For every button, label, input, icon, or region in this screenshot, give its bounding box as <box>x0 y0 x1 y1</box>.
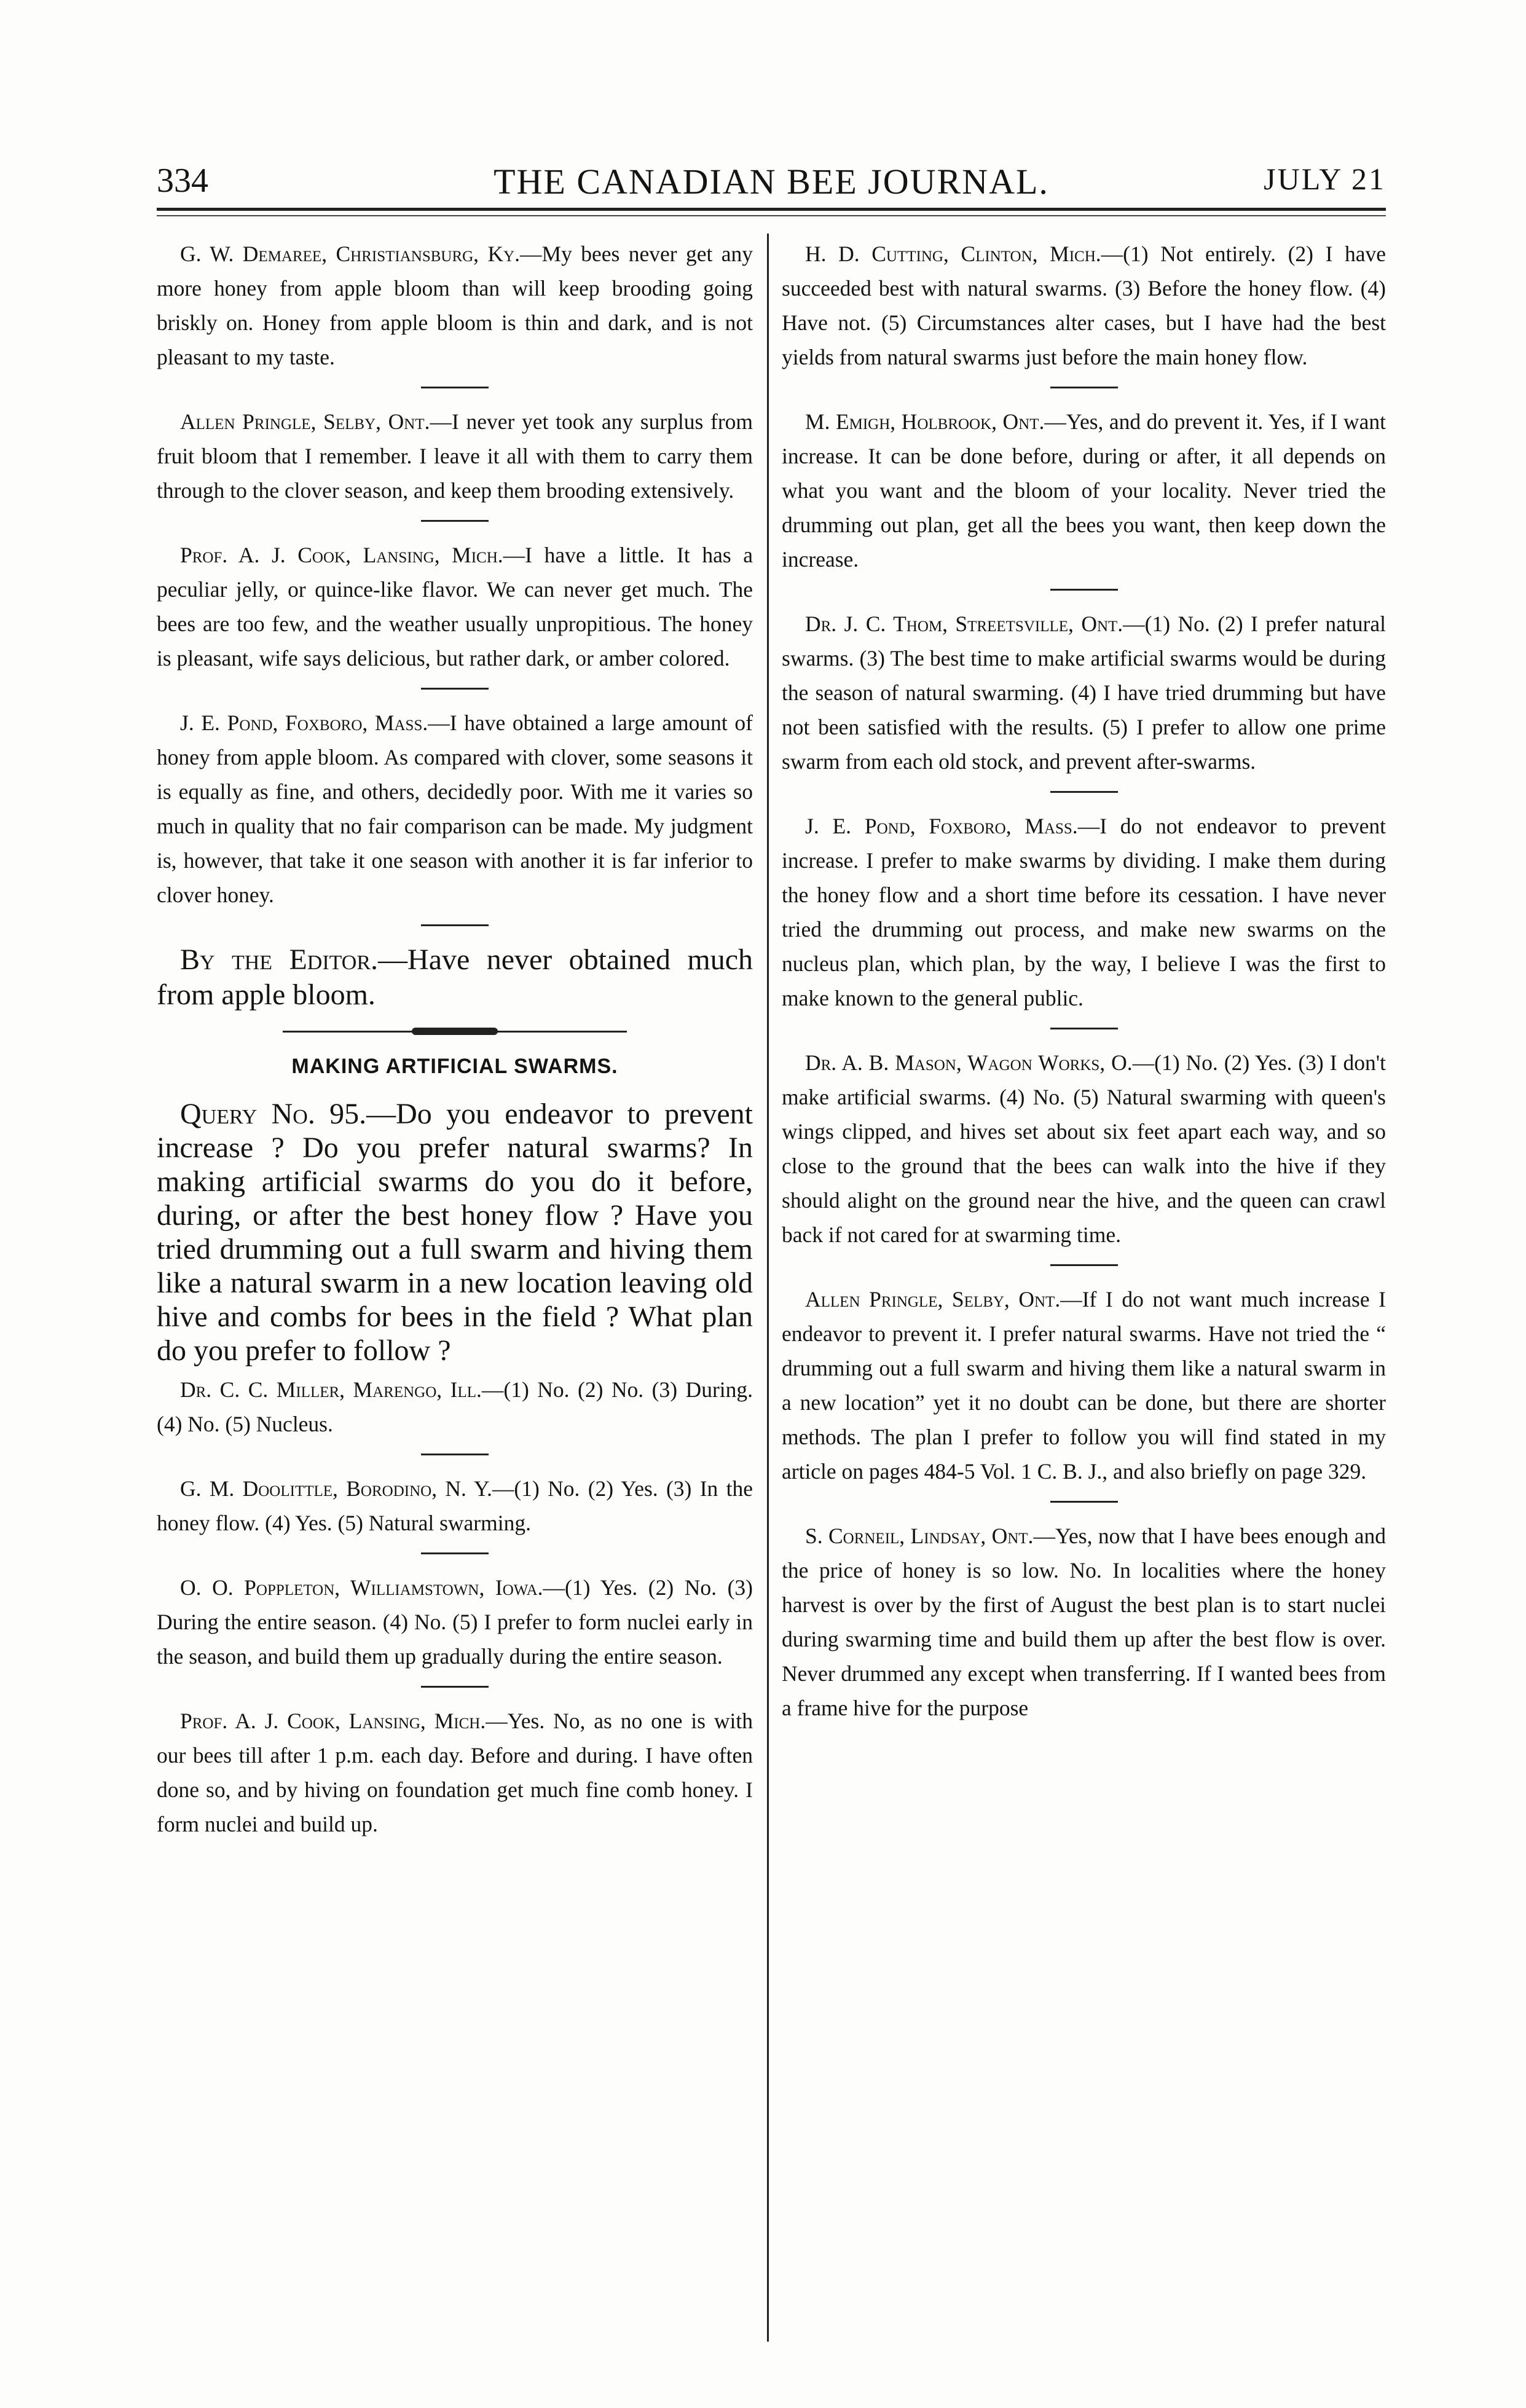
separator <box>1050 589 1118 591</box>
editor-label: By the Editor. <box>180 943 379 976</box>
entry-pringle <box>157 404 753 508</box>
separator <box>1050 1501 1118 1503</box>
response-text: —I never yet took any surplus from fruit bloom that I remember. I leave it all with them to carry them through to the clover season, and keep them brooding extensively. <box>157 409 753 503</box>
respondent-name: G. M. Doolittle, Borodino, N. Y. <box>180 1476 492 1501</box>
left-column <box>157 237 753 1841</box>
entry-pond <box>157 706 753 912</box>
separator <box>421 688 489 690</box>
respondent-name: Dr. A. B. Mason, Wagon Works, O. <box>805 1050 1133 1075</box>
respondent-name: Dr. C. C. Miller, Marengo, Ill. <box>180 1377 482 1402</box>
issue-date: JULY 21 <box>1264 162 1386 196</box>
page-header <box>157 161 1386 204</box>
response-text: —(1) No. (2) No. (3) During. (4) No. (5) Nucleus. <box>157 1377 753 1436</box>
response-text: —Yes. No, as no one is with our bees till after 1 p.m. each day. Before and during. I have often done so, and by hiving on foundation get much fine comb honey. I form nuclei and build up. <box>157 1709 753 1836</box>
entry-thom <box>782 607 1386 779</box>
right-column <box>782 237 1386 1725</box>
respondent-name: J. E. Pond, Foxboro, Mass. <box>180 710 428 735</box>
respondent-name: O. O. Poppleton, Williamstown, Iowa. <box>180 1575 543 1600</box>
separator <box>421 924 489 926</box>
entry-corneil <box>782 1519 1386 1725</box>
response-text: —(1) Not entirely. (2) I have succeeded best with natural swarms. (3) Before the honey flow. (4) Have not. (5) Circumstances alter cases, but I have had the best yields from natural swarms just before the main honey flow. <box>782 242 1386 369</box>
entry-miller <box>157 1372 753 1441</box>
section-heading: MAKING ARTIFICIAL SWARMS. <box>291 1055 618 1078</box>
entry-cutting <box>782 237 1386 374</box>
entry-cook-2 <box>157 1704 753 1841</box>
editor-note <box>157 942 753 1012</box>
separator <box>421 1686 489 1688</box>
response-text: —I have obtained a large amount of honey from apple bloom. As compared with clover, some seasons it is equally as fine, and others, decidedly poor. With me it varies so much in quality that no fair comparison can be made. My judgment is, however, that take it one season with another it is far inferior to clover honey. <box>157 710 753 907</box>
query-text <box>157 1097 753 1367</box>
response-text: —Yes, now that I have bees enough and the price of honey is so low. No. In localities where the honey harvest is over by the first of August the best plan is to start nuclei during swarming time and build them up after the best flow is over. Never drummed any except when transferring. If I wanted bees from a frame hive for the purpose <box>782 1524 1386 1720</box>
header-rule-thin <box>157 215 1386 216</box>
respondent-name: M. Emigh, Holbrook, Ont. <box>805 409 1045 434</box>
separator <box>421 1454 489 1455</box>
response-text: —(1) Yes. (2) No. (3) During the entire season. (4) No. (5) I prefer to form nuclei early in the season, and build them up gradually during the entire season. <box>157 1575 753 1669</box>
separator <box>421 520 489 522</box>
response-text: —(1) No. (2) Yes. (3) I don't make artificial swarms. (4) No. (5) Natural swarming with queen's wings clipped, and hives set about six feet apart each way, and so close to the ground that the bees can walk into the hive if they should alight on the ground near the hive, and the queen can crawl back if not cared for at swarming time. <box>782 1050 1386 1247</box>
entry-pringle-2 <box>782 1282 1386 1489</box>
response-text: —My bees never get any more honey from apple bloom than will keep brooding going briskly on. Honey from apple bloom is thin and dark, and is not pleasant to my taste. <box>157 242 753 369</box>
separator <box>1050 1028 1118 1029</box>
response-text: —I do not endeavor to prevent increase. I prefer to make swarms by dividing. I make them during the honey flow and a short time before its cessation. I have never tried the drumming out process, and make new swarms on the nucleus plan, which plan, by the way, I believe I was the first to make known to the general public. <box>782 814 1386 1010</box>
query-body: —Do you endeavor to prevent increase ? Do you prefer natural swarms? In making artificial swarms do you do it before, during, or after the best honey flow ? Have you tried drumming out a full swarm and hiving them like a natural swarm in a new location leaving old hive and combs for bees in the field ? What plan do you prefer to follow ? <box>157 1098 753 1367</box>
page-number: 334 <box>157 162 208 200</box>
editor-text: —Have never obtained much from apple bloom. <box>157 943 753 1011</box>
response-text: —(1) No. (2) Yes. (3) In the honey flow. (4) Yes. (5) Natural swarming. <box>157 1476 753 1535</box>
query-label: Query No. 95. <box>180 1098 367 1130</box>
respondent-name: S. Corneil, Lindsay, Ont. <box>805 1524 1034 1548</box>
respondent-name: G. W. Demaree, Christiansburg, Ky. <box>180 242 521 266</box>
entry-pond-2 <box>782 809 1386 1015</box>
entry-emigh <box>782 404 1386 576</box>
separator <box>1050 791 1118 793</box>
entry-cook <box>157 538 753 675</box>
respondent-name: H. D. Cutting, Clinton, Mich. <box>805 242 1101 266</box>
column-divider <box>767 234 769 2342</box>
response-text: —(1) No. (2) I prefer natural swarms. (3) The best time to make artificial swarms would be during the season of natural swarming. (4) I have tried drumming but have not been satisfied with the results. (5) I prefer to allow one prime swarm from each old stock, and prevent after-swarms. <box>782 612 1386 774</box>
respondent-name: Dr. J. C. Thom, Streetsville, Ont. <box>805 612 1123 636</box>
respondent-name: Prof. A. J. Cook, Lansing, Mich. <box>180 543 503 567</box>
separator <box>1050 387 1118 388</box>
separator <box>421 1552 489 1554</box>
entry-poppleton <box>157 1570 753 1674</box>
respondent-name: Prof. A. J. Cook, Lansing, Mich. <box>180 1709 486 1733</box>
entry-demaree <box>157 237 753 374</box>
entry-doolittle <box>157 1471 753 1540</box>
journal-title: THE CANADIAN BEE JOURNAL. <box>494 162 1049 202</box>
response-text: —I have a little. It has a peculiar jelly, or quince-like flavor. We can never get much. The bees are too few, and the weather usually unpropitious. The honey is pleasant, wife says delicious, but rather dark, or amber colored. <box>157 543 753 671</box>
response-text: —If I do not want much increase I endeavor to prevent it. I prefer natural swarms. Have not tried the “ drumming out a full swarm and hiving them like a natural swarm in a new location” yet it no doubt can be done, but there are shorter methods. The plan I prefer to follow you will find stated in my article on pages 484-5 Vol. 1 C. B. J., and also briefly on page 329. <box>782 1287 1386 1484</box>
response-text: —Yes, and do prevent it. Yes, if I want increase. It can be done before, during or after, it all depends on what you want and the bloom of your locality. Never tried the drumming out plan, get all the bees you want, then keep down the increase. <box>782 409 1386 572</box>
ornamental-rule <box>283 1026 627 1038</box>
respondent-name: Allen Pringle, Selby, Ont. <box>805 1287 1061 1312</box>
separator <box>1050 1264 1118 1266</box>
header-rule-thick <box>157 208 1386 211</box>
separator <box>421 387 489 388</box>
entry-mason <box>782 1045 1386 1252</box>
respondent-name: J. E. Pond, Foxboro, Mass. <box>805 814 1078 838</box>
respondent-name: Allen Pringle, Selby, Ont. <box>180 409 430 434</box>
